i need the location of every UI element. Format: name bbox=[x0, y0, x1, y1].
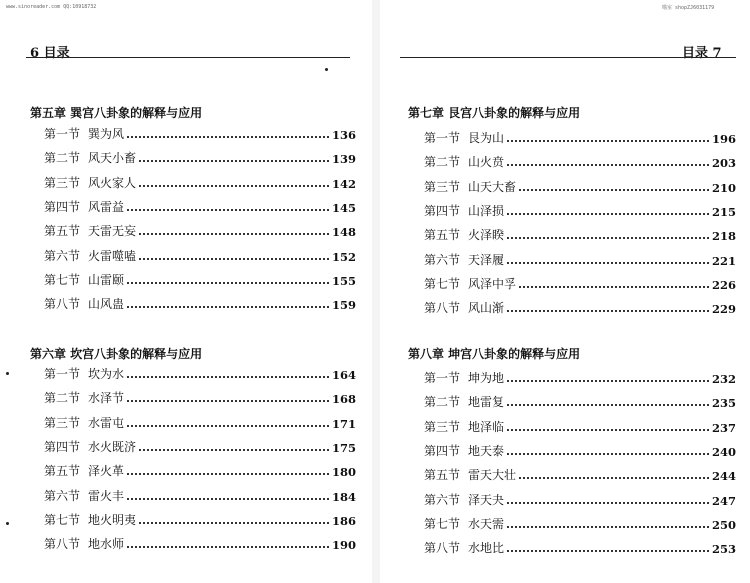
page-number: 215 bbox=[711, 204, 736, 219]
scan-mark-right: 喵室 shopZJ6031179 bbox=[662, 5, 715, 11]
section-title: 山雷颐 bbox=[88, 272, 125, 287]
chapter-title: 第六章 坎宫八卦象的解释与应用 bbox=[30, 347, 203, 361]
page-number: 152 bbox=[331, 249, 356, 264]
scan-speck bbox=[6, 372, 9, 375]
scan-speck bbox=[6, 522, 9, 525]
page-number: 168 bbox=[331, 392, 356, 407]
dot-leader bbox=[127, 282, 329, 284]
toc-entry bbox=[44, 461, 356, 479]
dot-leader bbox=[519, 477, 709, 479]
section-number: 第二节 bbox=[424, 395, 461, 410]
section-title: 坤为地 bbox=[468, 371, 505, 385]
toc-entry bbox=[44, 388, 356, 406]
toc-entry bbox=[424, 514, 736, 532]
toc-entry bbox=[424, 368, 736, 386]
section-number: 第五节 bbox=[424, 228, 461, 243]
page-number: 240 bbox=[711, 444, 736, 459]
section-title: 水雷屯 bbox=[88, 415, 125, 430]
toc-entry bbox=[44, 437, 356, 455]
page-number: 175 bbox=[331, 440, 356, 455]
toc-entry bbox=[424, 177, 736, 195]
dot-leader bbox=[139, 185, 329, 187]
page-number: 190 bbox=[331, 538, 356, 553]
toc-entry bbox=[424, 128, 736, 146]
page-number: 229 bbox=[711, 302, 736, 317]
toc-entry bbox=[44, 221, 356, 239]
dot-leader bbox=[507, 310, 709, 312]
dot-leader bbox=[507, 404, 709, 406]
section-title: 泽火革 bbox=[88, 464, 125, 479]
dot-leader bbox=[507, 380, 709, 382]
section-number: 第七节 bbox=[424, 516, 461, 531]
page-number: 186 bbox=[331, 513, 356, 528]
dot-leader bbox=[507, 502, 709, 504]
section-number: 第二节 bbox=[44, 151, 81, 166]
right-header-rule bbox=[400, 57, 736, 58]
dot-leader bbox=[139, 258, 329, 260]
right-page bbox=[380, 0, 750, 583]
section-title: 地天泰 bbox=[468, 443, 505, 458]
section-title: 水地比 bbox=[468, 541, 505, 556]
section-number: 第二节 bbox=[424, 155, 461, 170]
page-number: 136 bbox=[331, 128, 356, 142]
dot-leader bbox=[519, 286, 709, 288]
page-number: 159 bbox=[331, 298, 356, 313]
section-number: 第四节 bbox=[44, 199, 81, 214]
section-number: 第七节 bbox=[44, 512, 81, 527]
scan-speck bbox=[325, 68, 328, 71]
dot-leader bbox=[507, 453, 709, 455]
toc-entry bbox=[44, 364, 356, 382]
section-number: 第八节 bbox=[424, 301, 461, 316]
page-number: 164 bbox=[331, 368, 356, 382]
section-number: 第一节 bbox=[424, 371, 461, 385]
section-title: 坎为水 bbox=[88, 367, 125, 381]
toc-entry bbox=[44, 510, 356, 528]
dot-leader bbox=[507, 262, 709, 264]
section-title: 山泽损 bbox=[468, 203, 505, 218]
toc-entry bbox=[44, 246, 356, 264]
section-number: 第三节 bbox=[44, 415, 81, 430]
toc-entry bbox=[424, 465, 736, 483]
toc-entry bbox=[424, 225, 736, 243]
section-title: 山天大畜 bbox=[468, 179, 517, 194]
toc-entry bbox=[424, 441, 736, 459]
section-title: 天雷无妄 bbox=[88, 224, 137, 239]
toc-entry bbox=[44, 413, 356, 431]
dot-leader bbox=[507, 237, 709, 239]
section-number: 第六节 bbox=[44, 488, 81, 503]
page-number: 247 bbox=[711, 493, 736, 508]
section-number: 第七节 bbox=[424, 276, 461, 291]
section-title: 地水师 bbox=[88, 537, 125, 552]
page-number: 148 bbox=[331, 225, 356, 240]
page-number: 203 bbox=[711, 156, 736, 171]
page-number: 226 bbox=[711, 277, 736, 292]
page-number: 253 bbox=[711, 542, 736, 557]
toc-entry bbox=[44, 270, 356, 288]
section-title: 风雷益 bbox=[88, 199, 125, 214]
dot-leader bbox=[127, 498, 329, 500]
toc-entry bbox=[424, 538, 736, 556]
dot-leader bbox=[507, 164, 709, 166]
chapter-title: 第八章 坤宫八卦象的解释与应用 bbox=[408, 347, 581, 361]
page-number: 244 bbox=[711, 469, 736, 484]
left-page-header: 6 目录 bbox=[30, 46, 70, 61]
section-title: 巽为风 bbox=[88, 127, 125, 141]
dot-leader bbox=[139, 449, 329, 451]
page-number: 145 bbox=[331, 200, 356, 215]
page-number: 250 bbox=[711, 517, 736, 532]
section-number: 第七节 bbox=[44, 272, 81, 287]
section-number: 第三节 bbox=[424, 419, 461, 434]
toc-entry bbox=[44, 124, 356, 142]
dot-leader bbox=[507, 213, 709, 215]
toc-entry bbox=[44, 197, 356, 215]
section-title: 山火贲 bbox=[468, 155, 505, 170]
section-number: 第三节 bbox=[424, 179, 461, 194]
section-number: 第五节 bbox=[44, 464, 81, 479]
dot-leader bbox=[127, 425, 329, 427]
toc-entry bbox=[424, 490, 736, 508]
dot-leader bbox=[139, 233, 329, 235]
section-number: 第八节 bbox=[424, 541, 461, 556]
page-number: 210 bbox=[711, 180, 736, 195]
dot-leader bbox=[507, 140, 709, 142]
dot-leader bbox=[127, 136, 329, 138]
section-number: 第四节 bbox=[44, 439, 81, 454]
page-number: 232 bbox=[711, 372, 736, 386]
section-number: 第六节 bbox=[44, 248, 81, 263]
page-number: 196 bbox=[711, 132, 736, 146]
section-number: 第四节 bbox=[424, 203, 461, 218]
section-title: 艮为山 bbox=[468, 131, 505, 145]
section-title: 风山渐 bbox=[468, 301, 505, 316]
toc-entry bbox=[424, 250, 736, 268]
section-title: 火泽睽 bbox=[468, 228, 505, 243]
left-header-rule bbox=[26, 57, 350, 58]
page-number: 184 bbox=[331, 489, 356, 504]
chapter-title: 第五章 巽宫八卦象的解释与应用 bbox=[30, 106, 203, 120]
section-number: 第三节 bbox=[44, 175, 81, 190]
dot-leader bbox=[507, 550, 709, 552]
section-title: 水泽节 bbox=[88, 391, 125, 406]
dot-leader bbox=[519, 189, 709, 191]
toc-entry bbox=[44, 534, 356, 552]
section-number: 第六节 bbox=[424, 252, 461, 267]
section-title: 水火既济 bbox=[88, 439, 137, 454]
toc-entry bbox=[424, 152, 736, 170]
section-title: 天泽履 bbox=[468, 252, 505, 267]
toc-entry bbox=[424, 201, 736, 219]
toc-entry bbox=[424, 274, 736, 292]
page-number: 235 bbox=[711, 396, 736, 411]
book-spine bbox=[372, 0, 380, 583]
toc-entry bbox=[424, 417, 736, 435]
section-title: 雷天大壮 bbox=[468, 468, 517, 483]
section-number: 第一节 bbox=[44, 367, 81, 381]
toc-entry bbox=[44, 148, 356, 166]
right-page-header: 目录 7 bbox=[682, 46, 722, 61]
dot-leader bbox=[127, 376, 329, 378]
section-number: 第二节 bbox=[44, 391, 81, 406]
page-number: 221 bbox=[711, 253, 736, 268]
section-number: 第一节 bbox=[44, 127, 81, 141]
toc-entry bbox=[44, 294, 356, 312]
page-number: 139 bbox=[331, 152, 356, 167]
toc-entry bbox=[44, 173, 356, 191]
chapter-title: 第七章 艮宫八卦象的解释与应用 bbox=[408, 106, 581, 120]
section-number: 第五节 bbox=[424, 468, 461, 483]
section-title: 地火明夷 bbox=[88, 512, 137, 527]
toc-entry bbox=[424, 392, 736, 410]
dot-leader bbox=[507, 429, 709, 431]
section-title: 风火家人 bbox=[88, 175, 137, 190]
section-title: 火雷噬嗑 bbox=[88, 248, 137, 263]
dot-leader bbox=[127, 400, 329, 402]
section-title: 雷火丰 bbox=[88, 488, 125, 503]
section-number: 第五节 bbox=[44, 224, 81, 239]
section-number: 第四节 bbox=[424, 443, 461, 458]
section-number: 第六节 bbox=[424, 492, 461, 507]
section-title: 风天小畜 bbox=[88, 151, 137, 166]
section-title: 山风蛊 bbox=[88, 297, 125, 312]
dot-leader bbox=[127, 546, 329, 548]
dot-leader bbox=[127, 209, 329, 211]
page-number: 155 bbox=[331, 273, 356, 288]
page-number: 142 bbox=[331, 176, 356, 191]
section-number: 第八节 bbox=[44, 297, 81, 312]
dot-leader bbox=[127, 473, 329, 475]
page-number: 218 bbox=[711, 229, 736, 244]
dot-leader bbox=[127, 306, 329, 308]
section-title: 水天需 bbox=[468, 516, 505, 531]
page-number: 171 bbox=[331, 416, 356, 431]
section-title: 泽天夬 bbox=[468, 492, 505, 507]
toc-entry bbox=[44, 486, 356, 504]
section-title: 地泽临 bbox=[468, 419, 505, 434]
section-number: 第一节 bbox=[424, 131, 461, 145]
section-title: 地雷复 bbox=[468, 395, 505, 410]
scan-mark-left: www.sinoreader.com QQ:10918732 bbox=[6, 4, 97, 10]
dot-leader bbox=[139, 160, 329, 162]
dot-leader bbox=[139, 522, 329, 524]
section-title: 风泽中孚 bbox=[468, 276, 517, 291]
left-page bbox=[0, 0, 372, 583]
dot-leader bbox=[507, 526, 709, 528]
section-number: 第八节 bbox=[44, 537, 81, 552]
page-number: 180 bbox=[331, 465, 356, 480]
page-number: 237 bbox=[711, 420, 736, 435]
toc-entry bbox=[424, 298, 736, 316]
